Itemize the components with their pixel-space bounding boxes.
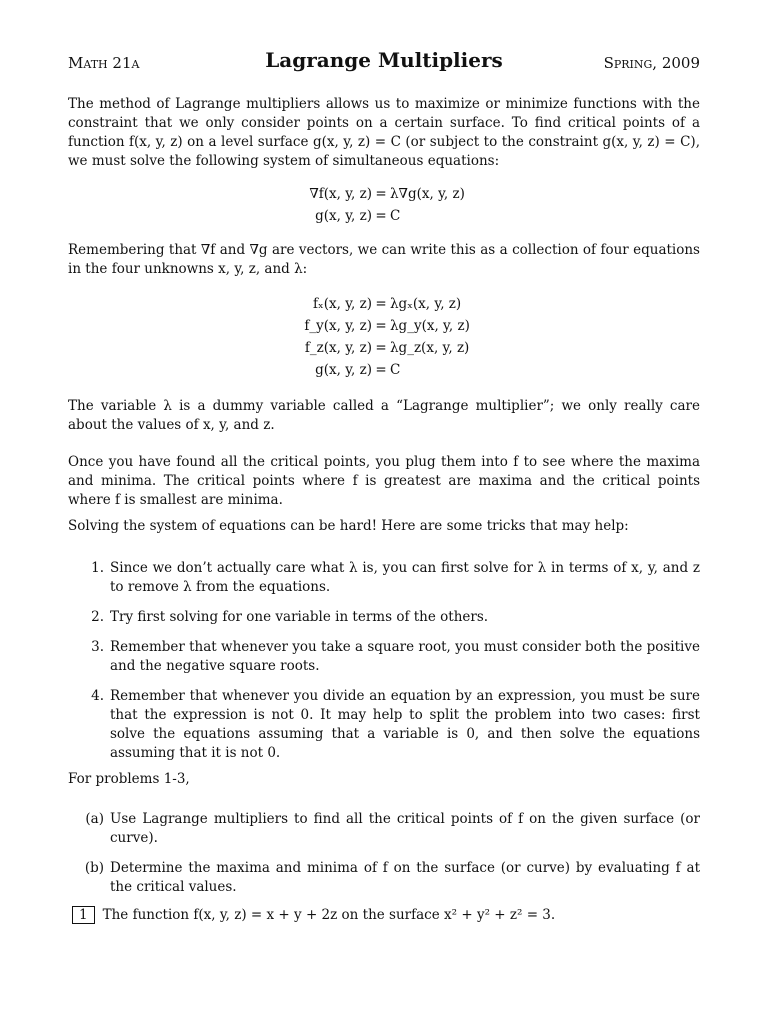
equation-lhs: f_y(x, y, z) bbox=[304, 318, 372, 334]
list-item-number: 1. bbox=[91, 560, 104, 576]
list-item-number: 2. bbox=[91, 609, 104, 625]
intro-paragraph: The method of Lagrange multipliers allows us to maximize or minimize functions with the constraint that we only consider points on a certain surface. To find critical points of a function f(x, y, z) on a level surface g(x, y, z) = C (or subject to the constraint g(x, y, z) = C), we must solve the following system of simultaneous equations: bbox=[68, 96, 700, 169]
list-item-letter: (b) bbox=[84, 860, 104, 876]
problem-1 bbox=[72, 906, 555, 924]
equation-equals: = bbox=[375, 362, 387, 378]
list-item bbox=[80, 687, 700, 763]
equation-lhs: g(x, y, z) bbox=[315, 362, 372, 378]
solving-paragraph: Solving the system of equations can be hard! Here are some tricks that may help: bbox=[68, 518, 629, 534]
equation-row bbox=[150, 293, 618, 315]
document-title: Lagrange Multipliers bbox=[265, 48, 503, 72]
equation-row bbox=[150, 205, 618, 227]
equation-rhs: C bbox=[390, 362, 401, 378]
course-name: Math 21a bbox=[68, 54, 140, 72]
list-item-text: Try first solving for one variable in terms of the others. bbox=[110, 609, 489, 625]
lagrange-multiplier-paragraph: The variable λ is a dummy variable called a “Lagrange multiplier”; we only really care about the values of x, y, and z. bbox=[68, 398, 700, 433]
remember-paragraph: Remembering that ∇f and ∇g are vectors, we can write this as a collection of four equations in the four unknowns x, y, z, and λ: bbox=[68, 242, 700, 277]
document-header bbox=[68, 48, 700, 74]
equation-rhs: λg_z(x, y, z) bbox=[390, 340, 470, 356]
parts-list bbox=[80, 810, 700, 908]
critical-points-paragraph: Once you have found all the critical points, you plug them into f to see where the maxima and minima. The critical points where f is greatest are maxima and the critical points where f is smallest are minima. bbox=[68, 454, 700, 508]
equation-system-1 bbox=[150, 183, 618, 227]
for-problems-label: For problems 1-3, bbox=[68, 771, 190, 787]
list-item-letter: (a) bbox=[85, 811, 104, 827]
list-item bbox=[80, 859, 700, 897]
list-item-text: Remember that whenever you divide an equation by an expression, you must be sure that the expression is not 0. It may help to split the problem into two cases: first solve the equations assuming that a variable is 0, and then solve the equations assuming that it is not 0. bbox=[110, 688, 700, 761]
equation-equals: = bbox=[375, 340, 387, 356]
equation-row bbox=[150, 183, 618, 205]
list-item bbox=[80, 810, 700, 848]
list-item-number: 4. bbox=[91, 688, 104, 704]
equation-equals: = bbox=[375, 186, 387, 202]
problem-text: The function f(x, y, z) = x + y + 2z on the surface x² + y² + z² = 3. bbox=[102, 907, 556, 923]
list-item-text: Remember that whenever you take a square root, you must consider both the positive and the negative square roots. bbox=[110, 639, 700, 674]
equation-row bbox=[150, 315, 618, 337]
list-item bbox=[80, 638, 700, 676]
list-item bbox=[80, 608, 700, 627]
equation-system-2 bbox=[150, 293, 618, 381]
equation-rhs: λgₓ(x, y, z) bbox=[390, 296, 462, 312]
list-item bbox=[80, 559, 700, 597]
equation-equals: = bbox=[375, 318, 387, 334]
equation-equals: = bbox=[375, 208, 387, 224]
tricks-list bbox=[80, 559, 700, 774]
equation-rhs: C bbox=[390, 208, 401, 224]
equation-row bbox=[150, 359, 618, 381]
equation-lhs: ∇f(x, y, z) bbox=[309, 186, 372, 202]
equation-rhs: λ∇g(x, y, z) bbox=[390, 186, 465, 202]
equation-row bbox=[150, 337, 618, 359]
problem-number-box: 1 bbox=[72, 906, 95, 924]
term-label: Spring, 2009 bbox=[603, 54, 700, 72]
list-item-text: Determine the maxima and minima of f on the surface (or curve) by evaluating f at the critical values. bbox=[110, 860, 700, 895]
equation-lhs: fₓ(x, y, z) bbox=[313, 296, 372, 312]
list-item-number: 3. bbox=[91, 639, 104, 655]
equation-equals: = bbox=[375, 296, 387, 312]
equation-lhs: f_z(x, y, z) bbox=[304, 340, 372, 356]
list-item-text: Since we don’t actually care what λ is, you can first solve for λ in terms of x, y, and z to remove λ from the equations. bbox=[110, 560, 700, 595]
equation-lhs: g(x, y, z) bbox=[315, 208, 372, 224]
list-item-text: Use Lagrange multipliers to find all the critical points of f on the given surface (or curve). bbox=[110, 811, 700, 846]
equation-rhs: λg_y(x, y, z) bbox=[390, 318, 470, 334]
